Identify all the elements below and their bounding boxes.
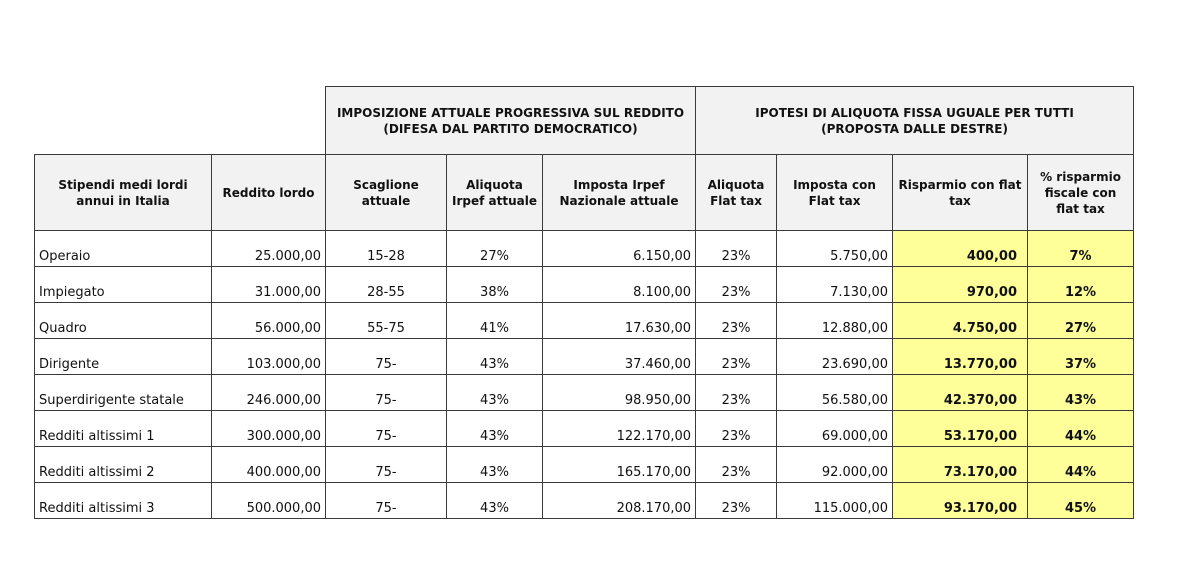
cell-aliquota-flat: 23% (696, 483, 777, 519)
flat-tax-comparison-table (34, 86, 1134, 519)
cell-percent-risparmio: 27% (1028, 303, 1134, 339)
cell-category: Impiegato (35, 267, 212, 303)
cell-category: Redditi altissimi 3 (35, 483, 212, 519)
col-header-scaglione: Scaglione attuale (326, 155, 447, 231)
cell-percent-risparmio: 7% (1028, 231, 1134, 267)
cell-imposta-irpef: 6.150,00 (543, 231, 696, 267)
cell-category: Redditi altissimi 1 (35, 411, 212, 447)
cell-reddito-lordo: 300.000,00 (212, 411, 326, 447)
cell-risparmio: 970,00 (893, 267, 1028, 303)
cell-aliquota-irpef: 41% (447, 303, 543, 339)
cell-scaglione: 55-75 (326, 303, 447, 339)
cell-aliquota-flat: 23% (696, 375, 777, 411)
cell-risparmio: 53.170,00 (893, 411, 1028, 447)
cell-percent-risparmio: 45% (1028, 483, 1134, 519)
cell-reddito-lordo: 103.000,00 (212, 339, 326, 375)
table-row (35, 411, 1134, 447)
cell-imposta-irpef: 8.100,00 (543, 267, 696, 303)
cell-category: Quadro (35, 303, 212, 339)
table-row (35, 375, 1134, 411)
cell-percent-risparmio: 44% (1028, 411, 1134, 447)
cell-risparmio: 93.170,00 (893, 483, 1028, 519)
cell-aliquota-flat: 23% (696, 447, 777, 483)
cell-aliquota-irpef: 43% (447, 447, 543, 483)
col-header-reddito-lordo: Reddito lordo (212, 155, 326, 231)
group-header-row (35, 87, 1134, 155)
cell-aliquota-flat: 23% (696, 411, 777, 447)
cell-imposta-irpef: 165.170,00 (543, 447, 696, 483)
col-header-risparmio: Risparmio con flat tax (893, 155, 1028, 231)
col-header-aliquota-flat: Aliquota Flat tax (696, 155, 777, 231)
col-header-imposta-irpef: Imposta Irpef Nazionale attuale (543, 155, 696, 231)
cell-imposta-irpef: 37.460,00 (543, 339, 696, 375)
table-row (35, 483, 1134, 519)
cell-imposta-flat: 92.000,00 (777, 447, 893, 483)
cell-aliquota-irpef: 27% (447, 231, 543, 267)
cell-reddito-lordo: 25.000,00 (212, 231, 326, 267)
cell-imposta-flat: 12.880,00 (777, 303, 893, 339)
cell-risparmio: 4.750,00 (893, 303, 1028, 339)
group-header-progressive (326, 87, 696, 155)
cell-category: Redditi altissimi 2 (35, 447, 212, 483)
cell-scaglione: 75- (326, 447, 447, 483)
cell-percent-risparmio: 37% (1028, 339, 1134, 375)
cell-reddito-lordo: 246.000,00 (212, 375, 326, 411)
group-header-flat-line2: (PROPOSTA DALLE DESTRE) (821, 121, 1008, 136)
cell-scaglione: 75- (326, 339, 447, 375)
table-row (35, 303, 1134, 339)
cell-imposta-flat: 69.000,00 (777, 411, 893, 447)
cell-aliquota-irpef: 43% (447, 339, 543, 375)
group-header-flat-line1: IPOTESI DI ALIQUOTA FISSA UGUALE PER TUTTI (755, 105, 1074, 120)
column-header-row (35, 155, 1134, 231)
cell-percent-risparmio: 12% (1028, 267, 1134, 303)
cell-scaglione: 75- (326, 375, 447, 411)
table-row (35, 267, 1134, 303)
cell-aliquota-flat: 23% (696, 231, 777, 267)
cell-imposta-irpef: 98.950,00 (543, 375, 696, 411)
cell-scaglione: 28-55 (326, 267, 447, 303)
cell-imposta-flat: 115.000,00 (777, 483, 893, 519)
cell-imposta-irpef: 17.630,00 (543, 303, 696, 339)
col-header-aliquota-irpef: Aliquota Irpef attuale (447, 155, 543, 231)
group-header-empty (35, 87, 326, 155)
cell-percent-risparmio: 44% (1028, 447, 1134, 483)
cell-scaglione: 15-28 (326, 231, 447, 267)
col-header-stipendi: Stipendi medi lordi annui in Italia (35, 155, 212, 231)
cell-aliquota-flat: 23% (696, 303, 777, 339)
table-row (35, 339, 1134, 375)
cell-imposta-irpef: 122.170,00 (543, 411, 696, 447)
cell-imposta-flat: 56.580,00 (777, 375, 893, 411)
group-header-progressive-line2: (DIFESA DAL PARTITO DEMOCRATICO) (383, 121, 638, 136)
col-header-imposta-flat: Imposta con Flat tax (777, 155, 893, 231)
cell-reddito-lordo: 56.000,00 (212, 303, 326, 339)
cell-aliquota-irpef: 43% (447, 375, 543, 411)
cell-aliquota-flat: 23% (696, 267, 777, 303)
cell-scaglione: 75- (326, 483, 447, 519)
cell-scaglione: 75- (326, 411, 447, 447)
cell-reddito-lordo: 31.000,00 (212, 267, 326, 303)
cell-risparmio: 13.770,00 (893, 339, 1028, 375)
cell-imposta-flat: 5.750,00 (777, 231, 893, 267)
cell-category: Superdirigente statale (35, 375, 212, 411)
col-header-percent-risparmio: % risparmio fiscale con flat tax (1028, 155, 1134, 231)
table-row (35, 231, 1134, 267)
cell-risparmio: 73.170,00 (893, 447, 1028, 483)
cell-risparmio: 42.370,00 (893, 375, 1028, 411)
cell-category: Dirigente (35, 339, 212, 375)
cell-imposta-flat: 7.130,00 (777, 267, 893, 303)
cell-reddito-lordo: 400.000,00 (212, 447, 326, 483)
cell-imposta-flat: 23.690,00 (777, 339, 893, 375)
table-row (35, 447, 1134, 483)
cell-aliquota-irpef: 38% (447, 267, 543, 303)
cell-percent-risparmio: 43% (1028, 375, 1134, 411)
cell-category: Operaio (35, 231, 212, 267)
cell-aliquota-irpef: 43% (447, 411, 543, 447)
cell-risparmio: 400,00 (893, 231, 1028, 267)
cell-aliquota-flat: 23% (696, 339, 777, 375)
cell-imposta-irpef: 208.170,00 (543, 483, 696, 519)
group-header-flat (696, 87, 1134, 155)
cell-reddito-lordo: 500.000,00 (212, 483, 326, 519)
cell-aliquota-irpef: 43% (447, 483, 543, 519)
group-header-progressive-line1: IMPOSIZIONE ATTUALE PROGRESSIVA SUL REDDITO (336, 105, 685, 120)
